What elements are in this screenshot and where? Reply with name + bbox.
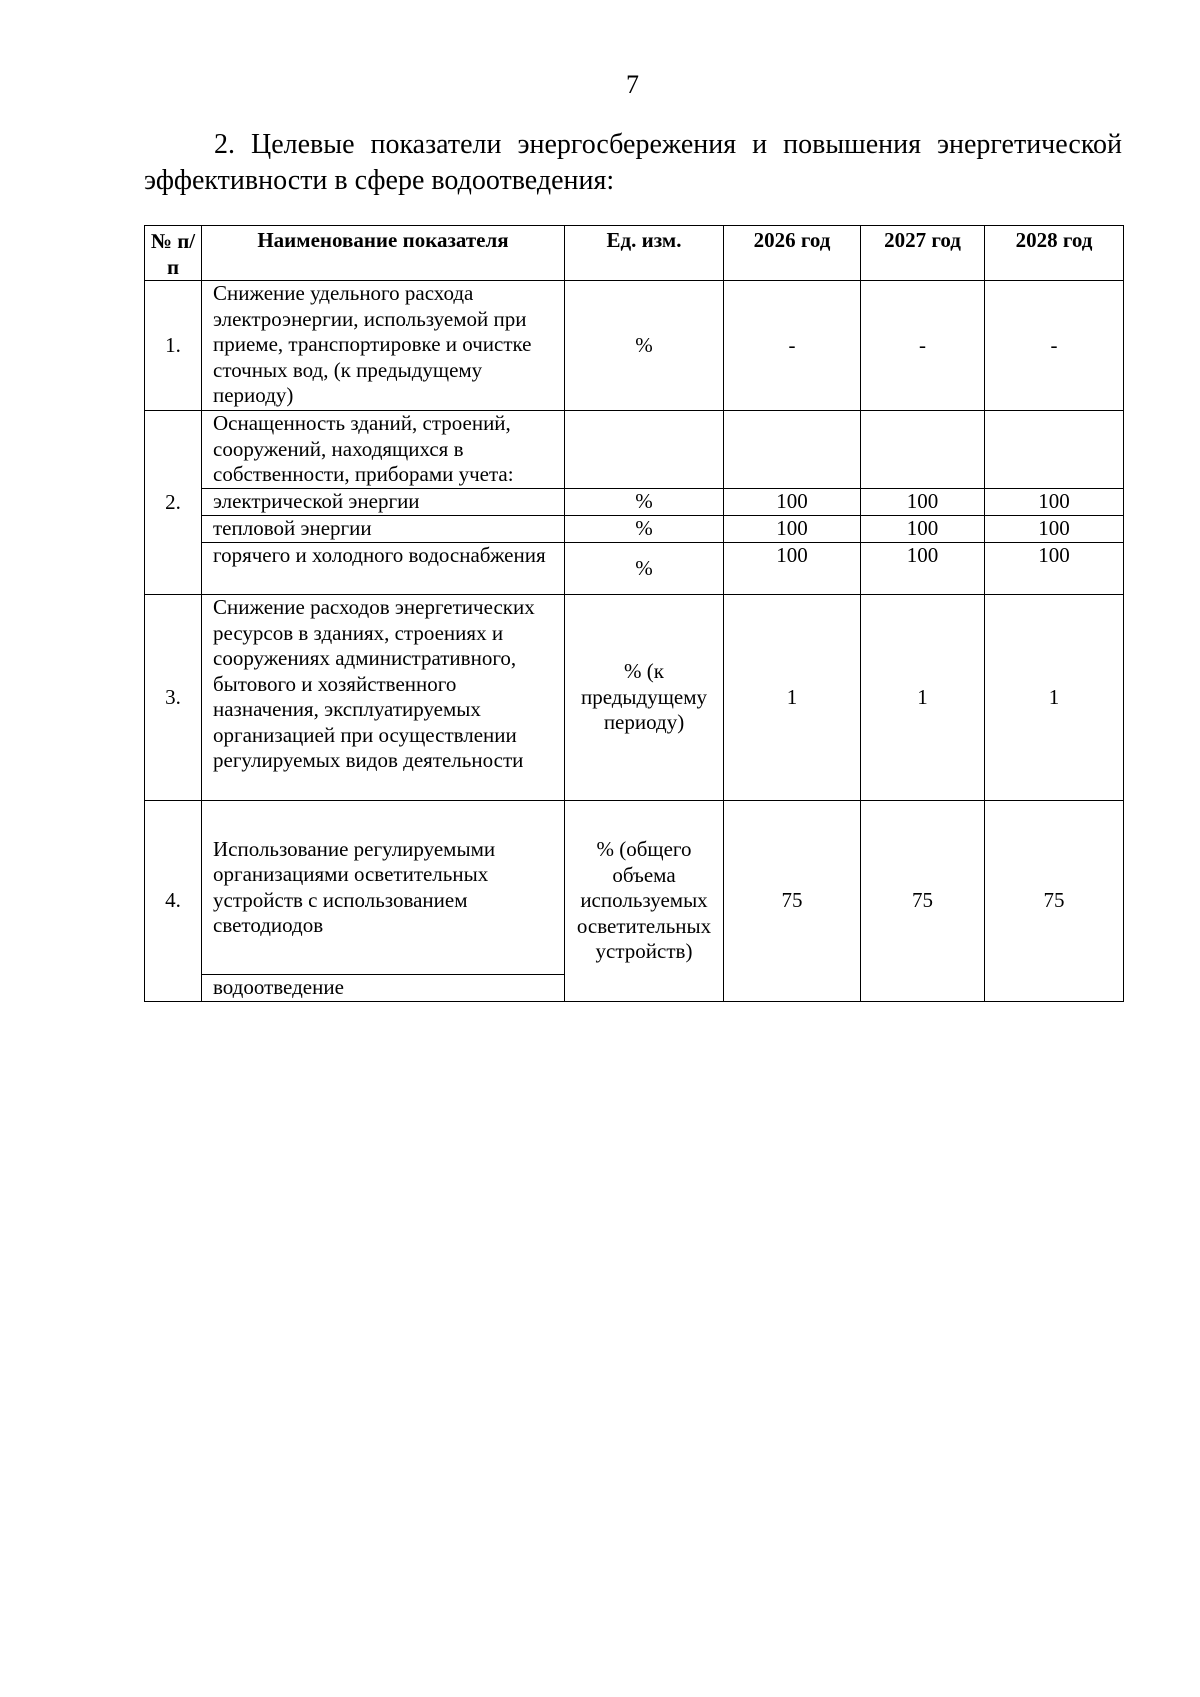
row2-sub1-2027: 100 [861, 489, 985, 516]
row2-sub3-unit: % [565, 543, 724, 595]
row1-2026: - [724, 281, 861, 411]
table-row [145, 516, 1124, 543]
table-row [145, 281, 1124, 411]
indicators-table [144, 225, 1124, 1002]
row2-2028-empty [985, 411, 1124, 489]
table-row [145, 543, 1124, 595]
header-2027: 2027 год [861, 226, 985, 281]
row2-sub2-2026: 100 [724, 516, 861, 543]
row1-unit: % [565, 281, 724, 411]
row3-2026: 1 [724, 595, 861, 801]
row4-2027: 75 [861, 801, 985, 1002]
row2-sub3-name: горячего и холодного водоснабжения [202, 543, 565, 595]
row2-sub1-2026: 100 [724, 489, 861, 516]
row2-sub2-2027: 100 [861, 516, 985, 543]
row2-num: 2. [145, 411, 202, 595]
row2-sub3-2026: 100 [724, 543, 861, 595]
row2-sub3-2027: 100 [861, 543, 985, 595]
row4-name: Использование регулируемыми организациями осветительных устройств с использованием светодиодов [202, 801, 565, 975]
header-unit: Ед. изм. [565, 226, 724, 281]
header-name: Наименование показателя [202, 226, 565, 281]
row4-2028: 75 [985, 801, 1124, 1002]
row2-sub2-2028: 100 [985, 516, 1124, 543]
row4-unit: % (общего объема используемых осветительных устройств) [565, 801, 724, 1002]
header-2028: 2028 год [985, 226, 1124, 281]
header-num: № п/п [145, 226, 202, 281]
row4-2026: 75 [724, 801, 861, 1002]
page-number: 7 [626, 70, 639, 99]
row2-2026-empty [724, 411, 861, 489]
row1-name: Снижение удельного расхода электроэнергии, используемой при приеме, транспортировке и очистке сточных вод, (к предыдущему периоду) [202, 281, 565, 411]
row2-sub3-2028: 100 [985, 543, 1124, 595]
row3-name: Снижение расходов энергетических ресурсов в зданиях, строениях и сооружениях административного, бытового и хозяйственного назначения, эксплуатируемых организацией при осуществлении регулируемых видов деятельности [202, 595, 565, 801]
header-2026: 2026 год [724, 226, 861, 281]
row2-name: Оснащенность зданий, строений, сооружений, находящихся в собственности, приборами учета: [202, 411, 565, 489]
row4-subname: водоотведение [202, 975, 565, 1002]
row2-sub2-unit: % [565, 516, 724, 543]
section-heading: 2. Целевые показатели энергосбережения и повышения энергетической эффективности в сфере водоотведения: [144, 129, 1122, 196]
row2-sub1-unit: % [565, 489, 724, 516]
row3-num: 3. [145, 595, 202, 801]
row2-sub1-2028: 100 [985, 489, 1124, 516]
row2-2027-empty [861, 411, 985, 489]
table-row [145, 801, 1124, 975]
row1-num: 1. [145, 281, 202, 411]
table-row [145, 489, 1124, 516]
row1-2027: - [861, 281, 985, 411]
table-row [145, 411, 1124, 489]
row2-sub1-name: электрической энергии [202, 489, 565, 516]
row4-num: 4. [145, 801, 202, 1002]
row2-unit-empty [565, 411, 724, 489]
row3-2027: 1 [861, 595, 985, 801]
row1-2028: - [985, 281, 1124, 411]
row3-unit: % (к предыдущему периоду) [565, 595, 724, 801]
row3-2028: 1 [985, 595, 1124, 801]
table-row [145, 595, 1124, 801]
table-header-row [145, 226, 1124, 281]
row2-sub2-name: тепловой энергии [202, 516, 565, 543]
